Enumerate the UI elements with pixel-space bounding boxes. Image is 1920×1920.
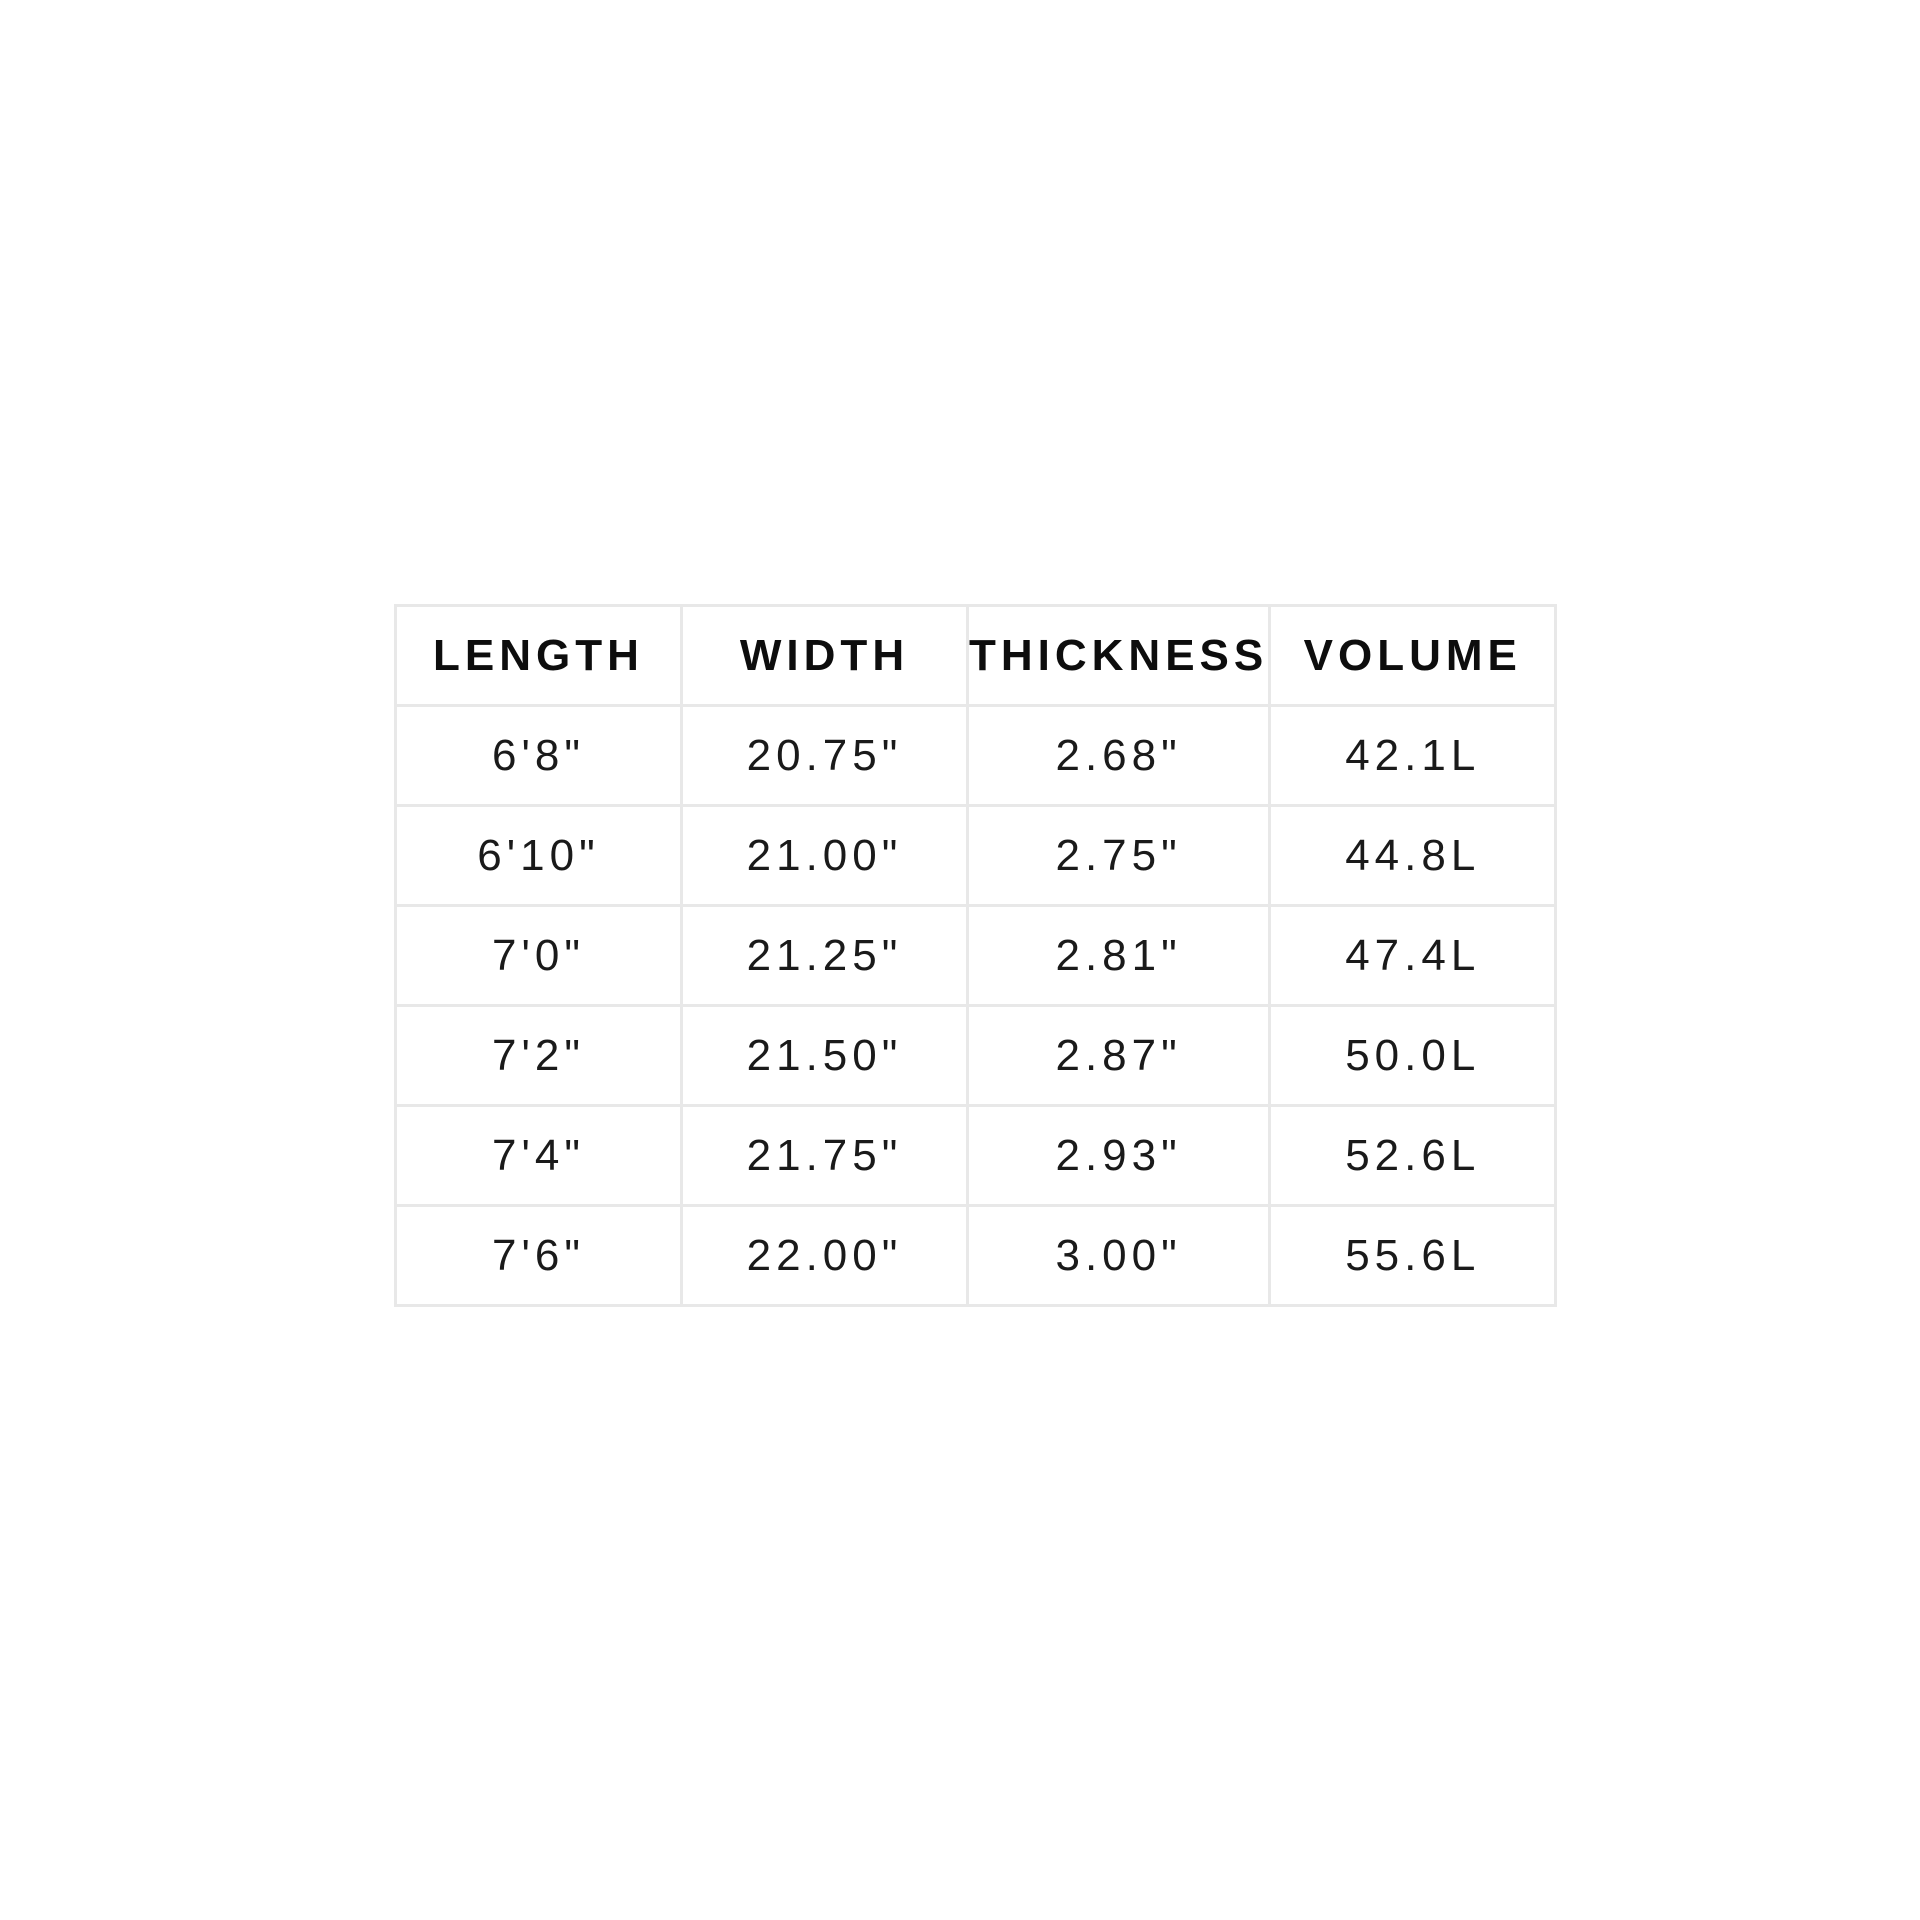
table-row	[396, 906, 1556, 1006]
cell-length: 7'2"	[396, 1006, 682, 1106]
cell-volume: 52.6L	[1270, 1106, 1556, 1206]
cell-thickness: 3.00"	[968, 1206, 1270, 1306]
cell-width: 21.25"	[682, 906, 968, 1006]
cell-width: 21.50"	[682, 1006, 968, 1106]
cell-thickness: 2.87"	[968, 1006, 1270, 1106]
cell-volume: 44.8L	[1270, 806, 1556, 906]
table-row	[396, 706, 1556, 806]
size-chart-table	[394, 604, 1557, 1307]
cell-width: 20.75"	[682, 706, 968, 806]
header-thickness: THICKNESS	[968, 606, 1270, 706]
cell-thickness: 2.81"	[968, 906, 1270, 1006]
cell-length: 7'4"	[396, 1106, 682, 1206]
header-width: WIDTH	[682, 606, 968, 706]
table-row	[396, 1006, 1556, 1106]
cell-length: 6'10"	[396, 806, 682, 906]
cell-width: 22.00"	[682, 1206, 968, 1306]
cell-length: 7'0"	[396, 906, 682, 1006]
header-row	[396, 606, 1556, 706]
cell-volume: 55.6L	[1270, 1206, 1556, 1306]
cell-volume: 42.1L	[1270, 706, 1556, 806]
header-length: LENGTH	[396, 606, 682, 706]
cell-thickness: 2.93"	[968, 1106, 1270, 1206]
table-row	[396, 1106, 1556, 1206]
cell-length: 7'6"	[396, 1206, 682, 1306]
cell-volume: 50.0L	[1270, 1006, 1556, 1106]
cell-width: 21.00"	[682, 806, 968, 906]
cell-thickness: 2.75"	[968, 806, 1270, 906]
table-row	[396, 1206, 1556, 1306]
cell-length: 6'8"	[396, 706, 682, 806]
cell-volume: 47.4L	[1270, 906, 1556, 1006]
table-row	[396, 806, 1556, 906]
cell-thickness: 2.68"	[968, 706, 1270, 806]
header-volume: VOLUME	[1270, 606, 1556, 706]
cell-width: 21.75"	[682, 1106, 968, 1206]
